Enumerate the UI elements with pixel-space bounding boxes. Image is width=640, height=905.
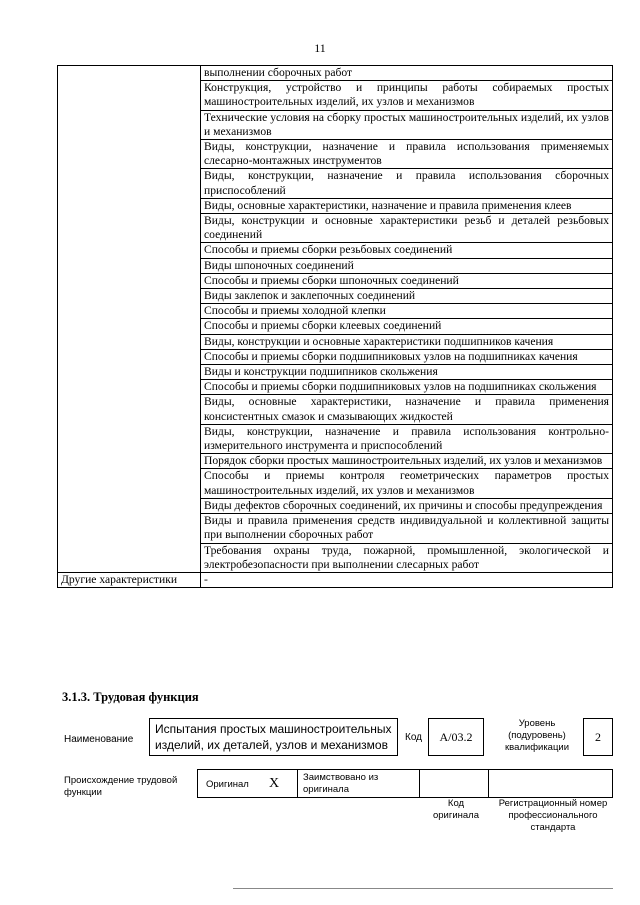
- level-label: Уровень (подуровень) квалификации: [504, 718, 570, 753]
- requirement-item: Конструкция, устройство и принципы работы собираемых простых машиностроительных изделий, их узлов и механизмов: [201, 81, 613, 110]
- origin-divider-3: [488, 770, 489, 797]
- requirement-item: Виды заклепок и заклепочных соединений: [201, 289, 613, 304]
- origin-divider-2: [419, 770, 420, 797]
- requirement-item: Виды, конструкции, назначение и правила использования контрольно-измерительного инструмента и приспособлений: [201, 424, 613, 453]
- requirement-item: Виды, конструкции и основные характеристики подшипников качения: [201, 334, 613, 349]
- code-label: Код: [405, 732, 423, 743]
- requirement-item: Способы и приемы сборки клеевых соединений: [201, 319, 613, 334]
- requirement-item: Способы и приемы контроля геометрических параметров простых машиностроительных изделий, их узлов и механизмов: [201, 469, 613, 498]
- reg-number-label: Регистрационный номер профессионального стандарта: [498, 798, 608, 833]
- requirement-item: Технические условия на сборку простых машиностроительных изделий, их узлов и механизмов: [201, 110, 613, 139]
- requirement-item: Способы и приемы сборки шпоночных соединений: [201, 273, 613, 288]
- origin-divider-1: [297, 770, 298, 797]
- function-name-box: [149, 718, 398, 756]
- original-label: Оригинал: [206, 779, 249, 790]
- requirement-item: Виды дефектов сборочных соединений, их причины и способы предупреждения: [201, 498, 613, 513]
- code-original-label: Код оригинала: [432, 798, 479, 821]
- requirement-item: Виды, конструкции и основные характеристики резьб и деталей резьбовых соединений: [201, 214, 613, 243]
- code-value: A/03.2: [439, 730, 473, 744]
- name-label: Наименование: [64, 734, 134, 745]
- table-row: [58, 572, 613, 587]
- requirement-item: Виды, конструкции, назначение и правила использования применяемых слесарно-монтажных инструментов: [201, 140, 613, 169]
- code-box: [428, 718, 484, 756]
- requirement-item: Виды и конструкции подшипников скольжения: [201, 365, 613, 380]
- table-group-cell: [58, 66, 201, 573]
- requirement-item: Способы и приемы сборки резьбовых соединений: [201, 243, 613, 258]
- borrowed-label: Заимствовано из оригинала: [303, 772, 379, 795]
- requirement-item: Виды, конструкции, назначение и правила использования сборочных приспособлений: [201, 169, 613, 198]
- footer-line: [233, 888, 613, 889]
- section-title: 3.1.3. Трудовая функция: [62, 690, 199, 704]
- requirement-item: Способы и приемы сборки подшипниковых узлов на подшипниках качения: [201, 349, 613, 364]
- requirement-item: Способы и приемы сборки подшипниковых узлов на подшипниках скольжения: [201, 380, 613, 395]
- level-box: [583, 718, 613, 756]
- requirement-item: Виды, основные характеристики, назначение и правила применения клеев: [201, 198, 613, 213]
- page-number: 11: [314, 41, 326, 55]
- requirement-item: Виды, основные характеристики, назначение и правила применения консистентных смазок и смазывающих жидкостей: [201, 395, 613, 424]
- requirement-item: Требования охраны труда, пожарной, промышленной, экологической и электробезопасности при выполнении слесарных работ: [201, 543, 613, 572]
- origin-row: [197, 769, 613, 798]
- level-value: 2: [595, 730, 601, 744]
- original-mark: X: [269, 776, 280, 791]
- requirement-item: выполнении сборочных работ: [201, 66, 613, 81]
- other-characteristics-label: Другие характеристики: [58, 572, 201, 587]
- requirement-item: Виды шпоночных соединений: [201, 258, 613, 273]
- table-row: [58, 66, 613, 81]
- function-name-value: Испытания простых машиностроительных изделий, их деталей, узлов и механизмов: [155, 722, 392, 752]
- requirements-table-body: [58, 66, 613, 588]
- requirement-item: Способы и приемы холодной клепки: [201, 304, 613, 319]
- requirements-table: [57, 65, 613, 588]
- other-characteristics-value: -: [201, 572, 613, 587]
- requirement-item: Виды и правила применения средств индивидуальной и коллективной защиты при выполнении сборочных работ: [201, 514, 613, 543]
- origin-label: Происхождение трудовой функции: [64, 775, 178, 798]
- requirement-item: Порядок сборки простых машиностроительных изделий, их узлов и механизмов: [201, 454, 613, 469]
